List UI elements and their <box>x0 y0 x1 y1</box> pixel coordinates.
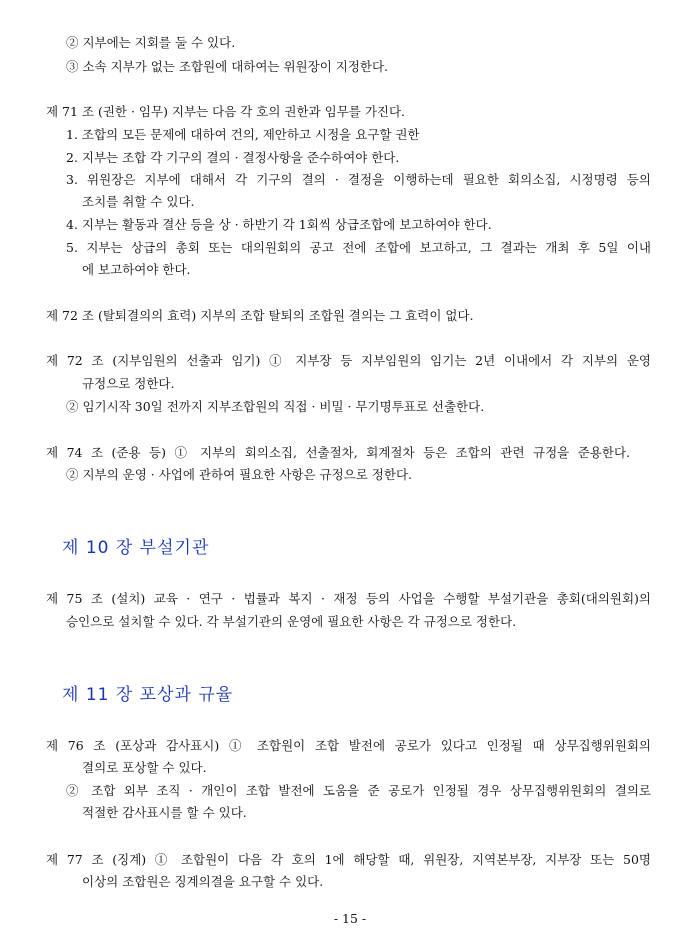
page-number: - 15 - <box>333 911 367 926</box>
article-71-item-5: 5. 지부는 상급의 총회 또는 대의원회의 공고 전에 조합에 보고하고, 그 결과는 개최 후 5일 이내 <box>66 240 651 255</box>
clause-2-branch-chapters: ② 지부에는 지회를 둘 수 있다. <box>66 35 236 50</box>
article-77-heading: 제 77 조 (징계) ① 조합원이 다음 각 호의 1에 해당할 때, 위원장, 지역본부장, 지부장 또는 50명 <box>46 852 651 867</box>
article-71-heading: 제 71 조 (권한 · 임무) 지부는 다음 각 호의 권한과 임무를 가진다. <box>46 104 406 119</box>
article-76-clause-2: ② 조합 외부 조직 · 개인이 조합 발전에 도움을 준 공로가 인정될 경우 상무집행위원회의 결의로 <box>66 783 651 798</box>
chapter-10-title: 제 10 장 부설기관 <box>62 538 210 558</box>
article-72-withdrawal: 제 72 조 (탈퇴결의의 효력) 지부의 조합 탈퇴의 조합원 결의는 그 효력이 없다. <box>46 308 474 323</box>
clause-3-unaffiliated-members: ③ 소속 지부가 없는 조합원에 대하여는 위원장이 지정한다. <box>66 59 389 74</box>
article-75-cont: 승인으로 설치할 수 있다. 각 부설기관의 운영에 필요한 사항은 각 규정으로 정한다. <box>66 614 517 629</box>
article-72-officers: 제 72 조 (지부임원의 선출과 임기) ① 지부장 등 지부임원의 임기는 2년 이내에서 각 지부의 운영 <box>46 353 651 368</box>
article-71-item-3-cont: 조치를 취할 수 있다. <box>82 194 195 209</box>
article-77-cont: 이상의 조합원은 징계의결을 요구할 수 있다. <box>82 874 324 889</box>
article-72-officers-clause-2: ② 임기시작 30일 전까지 지부조합원의 직접 · 비밀 · 무기명투표로 선출한다. <box>66 399 485 414</box>
article-71-item-4: 4. 지부는 활동과 결산 등을 상 · 하반기 각 1회씩 상급조합에 보고하여야 한다. <box>66 217 492 232</box>
article-76-clause-2-cont: 적절한 감사표시를 할 수 있다. <box>82 805 247 820</box>
article-71-item-5-cont: 에 보고하여야 한다. <box>82 262 191 277</box>
article-74-heading: 제 74 조 (준용 등) ① 지부의 회의소집, 선출절차, 회계절차 등은 조합의 관련 규정을 준용한다. <box>46 445 630 460</box>
article-74-clause-2: ② 지부의 운영 · 사업에 관하여 필요한 사항은 규정으로 정한다. <box>66 467 413 482</box>
article-75-heading: 제 75 조 (설치) 교육 · 연구 · 법률과 복지 · 재정 등의 사업을 수행할 부설기관을 총회(대의원회)의 <box>46 591 651 606</box>
article-71-item-2: 2. 지부는 조합 각 기구의 결의 · 결정사항을 준수하여야 한다. <box>66 150 400 165</box>
article-72-officers-cont: 규정으로 정한다. <box>82 376 175 391</box>
article-76-heading: 제 76 조 (포상과 감사표시) ① 조합원이 조합 발전에 공로가 있다고 인정될 때 상무집행위원회의 <box>46 738 651 753</box>
article-71-item-1: 1. 조합의 모든 문제에 대하여 건의, 제안하고 시정을 요구할 권한 <box>66 127 420 142</box>
article-76-cont: 결의로 포상할 수 있다. <box>82 760 207 775</box>
article-71-item-3: 3. 위원장은 지부에 대해서 각 기구의 결의 · 결정을 이행하는데 필요한 회의소집, 시정명령 등의 <box>66 172 651 187</box>
chapter-11-title: 제 11 장 포상과 규율 <box>62 685 234 705</box>
